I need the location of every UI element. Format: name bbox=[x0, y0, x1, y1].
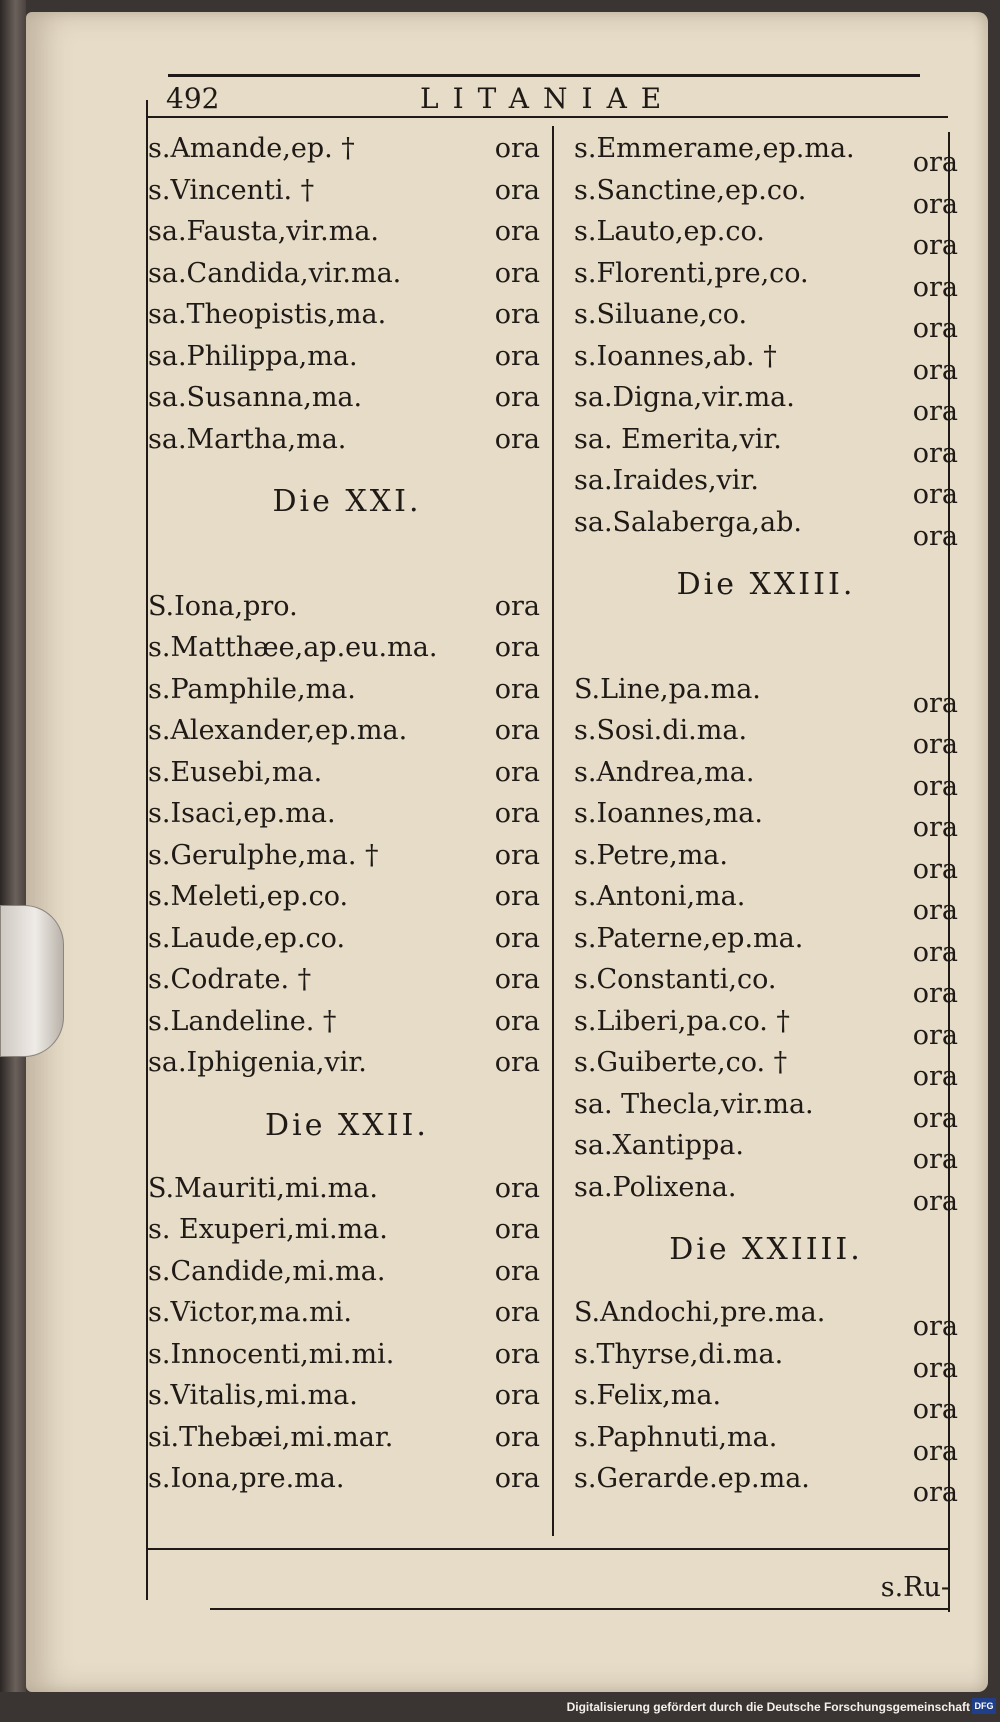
column-divider bbox=[552, 126, 554, 1536]
ora-response: ora bbox=[494, 798, 540, 829]
saint-name: s.Eusebi,ma. bbox=[148, 756, 323, 788]
litany-entry bbox=[574, 1417, 958, 1467]
saint-name: S.Line,pa.ma. bbox=[574, 673, 761, 705]
saint-name: s.Andrea,ma. bbox=[574, 756, 755, 788]
saint-name: sa.Polixena. bbox=[574, 1171, 737, 1203]
ora-response: ora bbox=[912, 188, 958, 220]
ora-response: ora bbox=[912, 1019, 958, 1051]
ora-response: ora bbox=[494, 1380, 540, 1411]
saint-name: sa.Philippa,ma. bbox=[148, 340, 358, 372]
litany-entry bbox=[574, 211, 958, 261]
litany-entry bbox=[574, 1375, 958, 1425]
saint-name: sa.Xantippa. bbox=[574, 1130, 744, 1161]
litany-entry bbox=[148, 669, 546, 711]
ora-response: ora bbox=[494, 1421, 540, 1453]
saint-name: s.Paphnuti,ma. bbox=[574, 1421, 778, 1453]
ora-response: ora bbox=[494, 1463, 540, 1494]
litany-entry bbox=[148, 793, 546, 835]
day-heading: Die XXIII. bbox=[676, 567, 856, 602]
litany-entry bbox=[574, 876, 958, 926]
ora-response: ora bbox=[494, 1214, 540, 1245]
saint-name: sa.Fausta,vir.ma. bbox=[148, 216, 380, 247]
litany-entry bbox=[574, 460, 958, 510]
saint-name: s.Vincenti. † bbox=[148, 174, 315, 206]
ora-response: ora bbox=[494, 1005, 540, 1037]
ora-response: ora bbox=[494, 922, 540, 954]
ora-response: ora bbox=[912, 396, 958, 427]
day-heading: Die XXI. bbox=[272, 484, 422, 519]
saint-name: s.Candide,mi.ma. bbox=[148, 1255, 386, 1287]
ora-response: ora bbox=[912, 1061, 958, 1092]
saint-name: s.Pamphile,ma. bbox=[148, 673, 356, 705]
litany-entry bbox=[148, 1375, 546, 1417]
saint-name: s.Siluane,co. bbox=[574, 299, 748, 330]
digitization-credit: Digitalisierung gefördert durch die Deutsche Forschungsgemeinschaft bbox=[566, 1700, 970, 1714]
litany-entry bbox=[148, 959, 546, 1001]
litany-entry bbox=[574, 253, 958, 303]
page-clip bbox=[0, 905, 64, 1057]
litany-entry bbox=[148, 377, 546, 419]
saint-name: s.Emmerame,ep.ma. bbox=[574, 133, 855, 164]
litany-entry bbox=[148, 710, 546, 752]
litany-entry bbox=[148, 1417, 546, 1459]
litany-entry bbox=[148, 1168, 546, 1210]
saint-name: S.Andochi,pre.ma. bbox=[574, 1297, 826, 1328]
saint-name: s.Constanti,co. bbox=[574, 964, 777, 995]
left-column bbox=[148, 128, 546, 1500]
litany-entry bbox=[148, 586, 546, 628]
saint-name: sa.Salaberga,ab. bbox=[574, 506, 802, 538]
ora-response: ora bbox=[494, 340, 540, 372]
saint-name: s.Sanctine,ep.co. bbox=[574, 174, 807, 206]
saint-name: s.Florenti,pre,co. bbox=[574, 257, 809, 289]
litany-entry bbox=[574, 1167, 958, 1217]
saint-name: s.Gerulphe,ma. † bbox=[148, 839, 379, 871]
litany-entry bbox=[574, 752, 958, 802]
saint-name: s.Meleti,ep.co. bbox=[148, 881, 349, 912]
saint-name: sa.Susanna,ma. bbox=[148, 382, 363, 413]
ora-response: ora bbox=[912, 479, 958, 510]
ora-response: ora bbox=[494, 133, 540, 164]
litany-entry bbox=[148, 419, 546, 461]
ora-response: ora bbox=[912, 812, 958, 843]
litany-entry bbox=[148, 752, 546, 794]
litany-entry bbox=[148, 1042, 546, 1084]
ora-response: ora bbox=[912, 729, 958, 760]
saint-name: sa.Iphigenia,vir. bbox=[148, 1047, 367, 1078]
litany-entry bbox=[574, 128, 958, 178]
saint-name: sa.Digna,vir.ma. bbox=[574, 382, 795, 413]
ora-response: ora bbox=[912, 770, 958, 802]
saint-name: s.Liberi,pa.co. † bbox=[574, 1005, 790, 1037]
header-rule bbox=[168, 74, 920, 77]
saint-name: s.Antoni,ma. bbox=[574, 881, 746, 912]
ora-response: ora bbox=[912, 147, 958, 178]
saint-name: sa.Candida,vir.ma. bbox=[148, 257, 402, 289]
ora-response: ora bbox=[912, 1394, 958, 1425]
day-heading: Die XXIIII. bbox=[669, 1232, 863, 1267]
saint-name: s.Codrate. † bbox=[148, 964, 312, 995]
saint-name: s.Felix,ma. bbox=[574, 1380, 722, 1411]
saint-name: sa.Theopistis,ma. bbox=[148, 299, 387, 330]
saint-name: S.Mauriti,mi.ma. bbox=[148, 1172, 378, 1204]
litany-entry bbox=[574, 1458, 958, 1508]
ora-response: ora bbox=[912, 1185, 958, 1217]
ora-response: ora bbox=[912, 437, 958, 469]
day-heading: Die XXII. bbox=[265, 1107, 429, 1143]
book-spine bbox=[0, 0, 26, 1722]
ora-response: ora bbox=[494, 881, 540, 912]
saint-name: s.Ioannes,ab. † bbox=[574, 340, 777, 372]
litany-entry bbox=[574, 959, 958, 1009]
litany-entry bbox=[148, 336, 546, 378]
litany-entry bbox=[574, 377, 958, 427]
litany-entry bbox=[148, 876, 546, 918]
litany-entry bbox=[148, 835, 546, 877]
saint-name: s.Iona,pre.ma. bbox=[148, 1463, 345, 1494]
ora-response: ora bbox=[494, 257, 540, 289]
litany-entry bbox=[148, 1292, 546, 1334]
litany-entry bbox=[574, 1334, 958, 1384]
litany-entry bbox=[574, 1042, 958, 1092]
ora-response: ora bbox=[912, 1477, 958, 1508]
saint-name: s.Gerarde.ep.ma. bbox=[574, 1463, 810, 1494]
saint-name: sa.Martha,ma. bbox=[148, 423, 347, 455]
litany-entry bbox=[148, 294, 546, 336]
litany-entry bbox=[148, 1209, 546, 1251]
ora-response: ora bbox=[912, 271, 958, 303]
litany-entry bbox=[574, 336, 958, 386]
ora-response: ora bbox=[912, 1435, 958, 1467]
saint-name: s.Vitalis,mi.ma. bbox=[148, 1380, 358, 1411]
ora-response: ora bbox=[912, 230, 958, 261]
ora-response: ora bbox=[494, 1172, 540, 1204]
litany-entry bbox=[574, 793, 958, 843]
saint-name: sa. Emerita,vir. bbox=[574, 423, 782, 455]
ora-response: ora bbox=[494, 382, 540, 413]
saint-name: s.Isaci,ep.ma. bbox=[148, 798, 336, 829]
ora-response: ora bbox=[494, 1255, 540, 1287]
litany-entry bbox=[148, 1001, 546, 1043]
ora-response: ora bbox=[494, 839, 540, 871]
litany-entry bbox=[574, 1001, 958, 1051]
saint-name: s.Paterne,ep.ma. bbox=[574, 922, 804, 954]
saint-name: s.Laude,ep.co. bbox=[148, 922, 346, 954]
saint-name: s.Alexander,ep.ma. bbox=[148, 715, 408, 746]
litany-entry bbox=[574, 1292, 958, 1342]
header-underline bbox=[148, 116, 948, 118]
saint-name: s.Lauto,ep.co. bbox=[574, 216, 765, 247]
ora-response: ora bbox=[912, 1102, 958, 1134]
ora-response: ora bbox=[494, 423, 540, 455]
saint-name: s.Amande,ep. † bbox=[148, 133, 355, 164]
saint-name: s.Petre,ma. bbox=[574, 839, 728, 871]
litany-entry bbox=[574, 835, 958, 885]
litany-entry bbox=[148, 211, 546, 253]
litany-entry bbox=[574, 710, 958, 760]
footer-rule-lower bbox=[210, 1608, 950, 1610]
saint-name: sa.Iraides,vir. bbox=[574, 465, 759, 496]
ora-response: ora bbox=[494, 1338, 540, 1370]
litany-entry bbox=[574, 669, 958, 719]
ora-response: ora bbox=[912, 1311, 958, 1342]
saint-name: s.Innocenti,mi.mi. bbox=[148, 1338, 395, 1370]
ora-response: ora bbox=[494, 1047, 540, 1078]
ora-response: ora bbox=[912, 936, 958, 968]
ora-response: ora bbox=[494, 1297, 540, 1328]
footer-rule bbox=[148, 1548, 948, 1550]
saint-name: s.Thyrse,di.ma. bbox=[574, 1338, 784, 1370]
ora-response: ora bbox=[912, 313, 958, 344]
ora-response: ora bbox=[494, 174, 540, 206]
ora-response: ora bbox=[912, 1144, 958, 1175]
page-number: 492 bbox=[166, 82, 220, 115]
litany-entry bbox=[574, 294, 958, 344]
ora-response: ora bbox=[912, 895, 958, 926]
saint-name: s.Guiberte,co. † bbox=[574, 1047, 788, 1078]
ora-response: ora bbox=[912, 354, 958, 386]
litany-entry bbox=[574, 502, 958, 552]
saint-name: s.Sosi.di.ma. bbox=[574, 715, 748, 746]
dfg-logo: DFG bbox=[972, 1698, 996, 1714]
blank-line bbox=[148, 544, 546, 586]
saint-name: s.Matthæe,ap.eu.ma. bbox=[148, 632, 438, 663]
ora-response: ora bbox=[494, 216, 540, 247]
litany-entry bbox=[148, 1251, 546, 1293]
saint-name: S.Iona,pro. bbox=[148, 590, 298, 622]
ora-response: ora bbox=[494, 715, 540, 746]
litany-entry bbox=[574, 918, 958, 968]
ora-response: ora bbox=[912, 520, 958, 552]
litany-entry bbox=[148, 627, 546, 669]
catchword: s.Ru- bbox=[880, 1572, 950, 1603]
ora-response: ora bbox=[494, 756, 540, 788]
litany-entry bbox=[574, 170, 958, 220]
ora-response: ora bbox=[494, 590, 540, 622]
ora-response: ora bbox=[912, 978, 958, 1009]
ora-response: ora bbox=[912, 1352, 958, 1384]
litany-entry bbox=[148, 1458, 546, 1500]
ora-response: ora bbox=[912, 687, 958, 719]
litany-entry bbox=[574, 1125, 958, 1175]
litany-entry bbox=[574, 1084, 958, 1134]
saint-name: s.Victor,ma.mi. bbox=[148, 1297, 352, 1328]
right-column bbox=[574, 128, 958, 1508]
ora-response: ora bbox=[912, 853, 958, 885]
ora-response: ora bbox=[494, 632, 540, 663]
litany-entry bbox=[148, 253, 546, 295]
running-title: LITANIAE bbox=[420, 82, 676, 115]
litany-entry bbox=[574, 419, 958, 469]
litany-entry bbox=[148, 170, 546, 212]
litany-entry bbox=[148, 918, 546, 960]
ora-response: ora bbox=[494, 299, 540, 330]
saint-name: s.Ioannes,ma. bbox=[574, 798, 763, 829]
saint-name: si.Thebæi,mi.mar. bbox=[148, 1421, 394, 1453]
litany-entry bbox=[148, 128, 546, 170]
ora-response: ora bbox=[494, 964, 540, 995]
litany-entry bbox=[148, 1334, 546, 1376]
ora-response: ora bbox=[494, 673, 540, 705]
saint-name: s.Landeline. † bbox=[148, 1005, 337, 1037]
saint-name: sa. Thecla,vir.ma. bbox=[574, 1088, 814, 1120]
blank-line bbox=[574, 627, 958, 669]
saint-name: s. Exuperi,mi.ma. bbox=[148, 1214, 388, 1245]
